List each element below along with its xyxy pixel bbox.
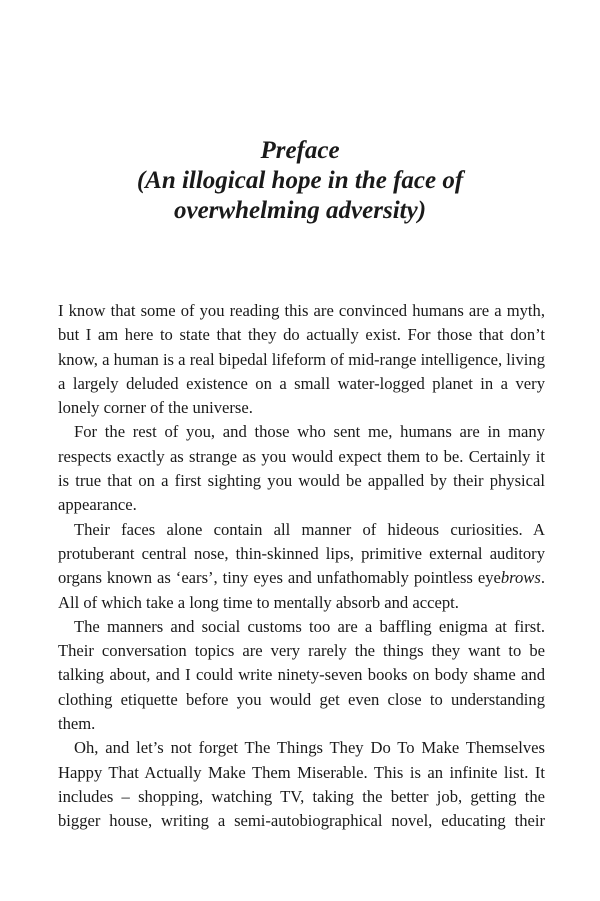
paragraph-3-emphasis: brows [500,568,541,588]
paragraph-3-text-end: . All of which take a long time to mentally absorb and accept. [58,568,545,612]
heading-subtitle-line-1: (An illogical hope in the face of [136,167,464,194]
body-text [58,299,545,834]
chapter-heading [0,136,600,226]
paragraph-3-text-start: Their faces alone contain all manner of hideous curiosities. A protuberant central nose, thin-skinned lips, primitive external auditory organs known as ‘ears’, tiny eyes and unfathomably pointless eye [58,519,545,588]
heading-subtitle-line-2: overwhelming adversity) [173,197,427,224]
heading-title: Preface [260,137,340,164]
paragraph-3 [58,518,545,615]
paragraph-5: Oh, and let’s not forget The Things They Do To Make Themselves Happy That Actually Make Them Miserable. This is an infinite list. It includes – shopping, watching TV, taking the better job, getting the bigger house, writing a semi-autobiographical novel, educating their [58,738,545,831]
paragraph-4: The manners and social customs too are a baffling enigma at first. Their conversation topics are very rarely the things they want to be talking about, and I could write ninety-seven books on body shame and clothing etiquette before you would get even close to understanding them. [58,616,545,734]
paragraph-2: For the rest of you, and those who sent me, humans are in many respects exactly as strange as you would expect them to be. Certainly it is true that on a first sighting you would be appalled by their physical appearance. [58,422,545,515]
paragraph-1: I know that some of you reading this are convinced humans are a myth, but I am here to state that they do actually exist. For those that don’t know, a human is a real bipedal lifeform of mid-range intelligence, living a largely deluded existence on a small water-logged planet in a very lonely corner of the universe. [58,301,545,418]
